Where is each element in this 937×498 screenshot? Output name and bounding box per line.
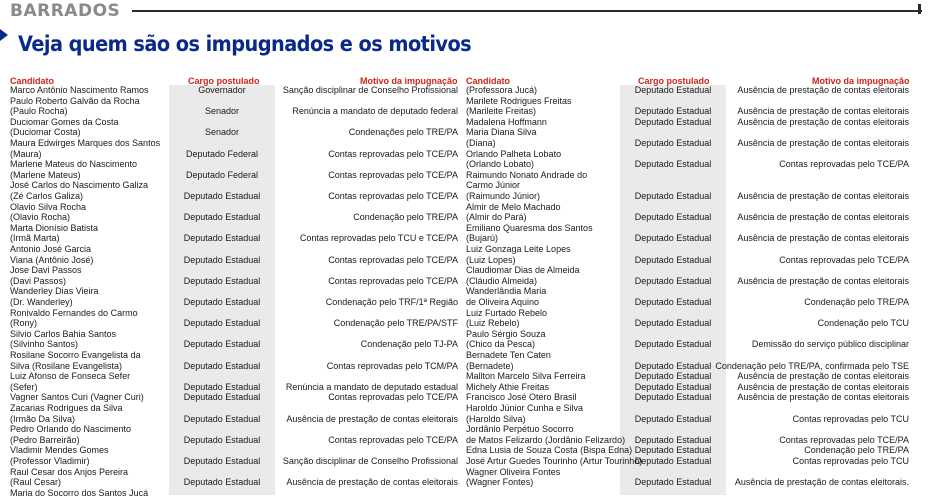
cargo-cell: Deputado Estadual — [183, 318, 261, 329]
arrow-icon — [0, 29, 8, 41]
candidate-name: Olavio Silva Rocha — [10, 201, 87, 212]
candidate-name: (Chico da Pesca) — [466, 339, 536, 350]
cargo-cell: Deputado Estadual — [634, 190, 712, 201]
candidate-name: (Marlene Mateus) — [10, 169, 81, 180]
candidate-name: (Paulo Rocha) — [10, 106, 68, 117]
table-row — [10, 467, 458, 488]
table-row — [466, 149, 909, 170]
candidate-name: (Almir do Pará) — [466, 212, 527, 223]
candidate-name: Wanderley Dias Vieira — [10, 286, 99, 297]
candidate-name: de Oliveira Aquino — [466, 296, 540, 307]
motivo-cell: Ausência de prestação de contas eleitorais — [737, 275, 909, 286]
table-row — [10, 117, 458, 138]
motivo-cell: Contas reprovadas pelo TCE/PA — [328, 148, 458, 159]
candidate-name: Francisco José Otero Brasil — [466, 392, 577, 403]
cargo-cell: Deputado Estadual — [634, 445, 712, 456]
candidate-name: Bernadete Ten Caten — [466, 350, 551, 360]
motivo-cell: Ausência de prestação de contas eleitorais — [737, 190, 909, 201]
cargo-cell: Deputado Estadual — [183, 254, 261, 265]
table-row — [466, 96, 909, 117]
candidate-name: (Raimundo Júnior) — [466, 190, 541, 201]
candidate-name: (Raul Cesar) — [10, 477, 62, 488]
table-row — [466, 445, 909, 456]
table-row — [466, 467, 909, 488]
motivo-cell: Ausência de prestação de contas eleitorais — [737, 106, 909, 117]
table-row — [466, 371, 909, 382]
motivo-cell: Contas reprovadas pelo TCE/PA — [328, 254, 458, 265]
left-header-candidato: Candidato — [10, 76, 54, 86]
motivo-cell: Contas reprovadas pelo TCU — [792, 456, 909, 466]
motivo-cell: Ausência de prestação de contas eleitorais. — [734, 477, 909, 488]
cargo-cell: Deputado Estadual — [634, 137, 712, 148]
cargo-cell: Deputado Estadual — [183, 360, 261, 371]
cargo-cell: Deputado Estadual — [634, 413, 712, 424]
candidate-name: Luiz Afonso de Fonseca Sefer — [10, 371, 131, 382]
table-row — [10, 96, 458, 117]
candidate-name: Wanderlândia Maria — [466, 286, 547, 297]
table-row — [466, 350, 909, 371]
motivo-cell: Condenação pelo TRE/PA, confirmada pelo TSE — [715, 360, 909, 371]
motivo-cell: Contas reprovadas pelo TCU — [792, 413, 909, 424]
candidate-name: Raimundo Nonato Andrade do — [466, 169, 588, 180]
motivo-cell: Condenação pelo TRE/PA — [804, 296, 909, 307]
motivo-cell: Sanção disciplinar de Conselho Profissional — [282, 85, 458, 95]
candidate-name: (Diana) — [466, 137, 496, 148]
candidate-name: Marco Antônio Nascimento Ramos — [10, 85, 149, 95]
table-row — [466, 403, 909, 424]
candidate-name: Jordânio Perpétuo Socorro — [466, 424, 574, 435]
cargo-cell: Governador — [198, 85, 246, 95]
table-row — [466, 265, 909, 286]
left-header-cargo: Cargo postulado — [188, 76, 260, 86]
motivo-cell: Ausência de prestação de contas eleitorais — [737, 392, 909, 403]
candidate-name: Marta Dionísio Batista — [10, 222, 99, 233]
candidate-name: Vladimir Mendes Gomes — [10, 445, 109, 456]
table-row — [10, 371, 458, 392]
table-row — [10, 445, 458, 466]
table-row — [466, 85, 909, 96]
cargo-cell: Deputado Estadual — [634, 254, 712, 265]
cargo-cell: Senador — [204, 127, 240, 138]
table-row — [10, 424, 458, 445]
candidate-name: Carmo Júnior — [466, 180, 521, 191]
table-row — [466, 329, 909, 350]
motivo-cell: Renúncia a mandato de deputado estadual — [285, 381, 458, 392]
candidate-name: Antonio José Garcia — [10, 244, 92, 254]
table-row — [10, 329, 458, 350]
cargo-cell: Deputado Estadual — [183, 296, 261, 307]
cargo-cell: Deputado Estadual — [183, 392, 261, 403]
table-row — [10, 223, 458, 244]
cargo-cell: Deputado Estadual — [183, 275, 261, 286]
cargo-cell: Deputado Estadual — [183, 212, 261, 223]
motivo-cell: Ausência de prestação de contas eleitorais — [286, 413, 458, 424]
candidate-name: Marlene Mateus do Nascimento — [10, 159, 138, 170]
candidate-name: Michely Athie Freitas — [466, 381, 550, 392]
candidate-name: Rosilane Socorro Evangelista da — [10, 350, 141, 360]
candidate-name: (Davi Passos) — [10, 275, 67, 286]
candidate-name: Zacarias Rodrigues da Silva — [10, 403, 123, 413]
cargo-cell: Deputado Estadual — [634, 233, 712, 244]
cargo-cell: Deputado Estadual — [634, 360, 712, 371]
candidate-name: (Sefer) — [10, 381, 38, 392]
motivo-cell: Contas reprovadas pelo TCM/PA — [326, 360, 458, 371]
table-row — [10, 244, 458, 265]
candidate-name: Paulo Roberto Galvão da Rocha — [10, 95, 140, 106]
motivo-cell: Condenação pelo TRF/1ª Região — [325, 296, 458, 307]
cargo-cell: Deputado Estadual — [634, 116, 712, 127]
candidate-name: (Professora Jucá) — [466, 85, 538, 95]
candidate-name: (Wagner Fontes) — [466, 477, 534, 488]
candidate-name: Raul Cesar dos Anjos Pereira — [10, 466, 129, 477]
candidate-name: Silvio Carlos Bahia Santos — [10, 328, 117, 339]
left-header-motivo: Motivo da impugnação — [360, 76, 458, 86]
candidate-name: (Olavio Rocha) — [10, 212, 71, 223]
table-row — [10, 286, 458, 307]
right-header-cargo: Cargo postulado — [638, 76, 710, 86]
candidate-name: (Orlando Lobato) — [466, 159, 535, 170]
candidate-name: (Luiz Rebelo) — [466, 318, 520, 329]
candidate-name: Madalena Hoffmann — [466, 116, 547, 127]
candidate-name: Mallton Marcelo Silva Ferreira — [466, 371, 586, 382]
candidate-name: de Matos Felizardo (Jordânio Felizardo) — [466, 434, 626, 445]
candidate-name: Maura Edwirges Marques dos Santos — [10, 138, 161, 148]
motivo-cell: Condenação pelo TCU — [817, 318, 909, 329]
cargo-cell: Deputado Estadual — [634, 434, 712, 445]
cargo-cell: Deputado Estadual — [183, 339, 261, 350]
table-row — [10, 202, 458, 223]
candidate-name: Luiz Furtado Rebelo — [466, 307, 548, 318]
candidate-name: (Maura) — [10, 148, 42, 159]
motivo-cell: Contas reprovadas pelo TCE/PA — [779, 254, 909, 265]
motivo-cell: Ausência de prestação de contas eleitorais — [286, 477, 458, 488]
motivo-cell: Ausência de prestação de contas eleitorais — [737, 137, 909, 148]
candidate-name: Viana (Antônio José) — [10, 254, 94, 265]
cargo-cell: Deputado Estadual — [634, 381, 712, 392]
cargo-cell: Deputado Estadual — [183, 434, 261, 445]
top-rule-end — [918, 4, 921, 14]
candidate-name: Ronivaldo Fernandes do Carmo — [10, 307, 138, 318]
table-row — [10, 85, 458, 96]
table-row — [10, 350, 458, 371]
page-title: Veja quem são os impugnados e os motivos — [18, 32, 472, 56]
candidate-name: Duciomar Gomes da Costa — [10, 116, 119, 127]
cargo-cell: Deputado Estadual — [634, 318, 712, 329]
candidate-name: Orlando Palheta Lobato — [466, 148, 562, 159]
motivo-cell: Ausência de prestação de contas eleitorais — [737, 116, 909, 127]
cargo-cell: Deputado Estadual — [634, 392, 712, 403]
motivo-cell: Contas reprovadas pelo TCE/PA — [779, 434, 909, 445]
candidate-name: Claudiomar Dias de Almeida — [466, 265, 580, 276]
candidate-name: Almir de Melo Machado — [466, 201, 561, 212]
motivo-cell: Ausência de prestação de contas eleitorais — [737, 371, 909, 382]
table-row — [466, 308, 909, 329]
table-row — [466, 392, 909, 403]
cargo-cell: Deputado Estadual — [183, 455, 261, 466]
candidate-name: (Haroldo Silva) — [466, 413, 526, 424]
motivo-cell: Condenação pelo TRE/PA/STF — [333, 318, 458, 329]
candidate-name: (Dr. Wanderley) — [10, 296, 73, 307]
candidate-name: Vagner Santos Curi (Vagner Curi) — [10, 392, 144, 403]
candidate-name: (Bernadete) — [466, 360, 514, 371]
candidate-name: Paulo Sérgio Souza — [466, 328, 546, 339]
candidate-name: (Silvinho Santos) — [10, 339, 79, 350]
cargo-cell: Deputado Estadual — [634, 371, 712, 382]
table-row — [466, 424, 909, 445]
candidate-name: (Duciomar Costa) — [10, 127, 81, 138]
table-row — [466, 382, 909, 393]
motivo-cell: Renúncia a mandato de deputado federal — [292, 106, 458, 117]
candidate-name: Jose Davi Passos — [10, 265, 82, 276]
cargo-cell: Deputado Estadual — [183, 233, 261, 244]
table-row — [466, 127, 909, 148]
candidate-name: José Carlos do Nascimento Galiza — [10, 180, 149, 191]
cargo-cell: Deputado Estadual — [634, 296, 712, 307]
motivo-cell: Condenações pelo TRE/PA — [348, 127, 458, 138]
candidate-name: (Pedro Barreirão) — [10, 434, 80, 445]
candidate-name: José Artur Guedes Tourinho (Artur Tourinho) — [466, 456, 643, 466]
table-row — [10, 392, 458, 403]
right-header-candidato: Candidato — [466, 76, 510, 86]
table-row — [466, 170, 909, 202]
table-row — [466, 202, 909, 223]
cargo-cell: Senador — [204, 106, 240, 117]
cargo-cell: Deputado Federal — [185, 148, 259, 159]
table-row — [466, 223, 909, 244]
table-row — [10, 403, 458, 424]
motivo-cell: Ausência de prestação de contas eleitorais — [737, 85, 909, 95]
cargo-cell: Deputado Estadual — [183, 477, 261, 488]
candidate-name: (Irmã Marta) — [10, 233, 60, 244]
cargo-cell: Deputado Estadual — [634, 159, 712, 170]
candidate-name: (Zé Carlos Galiza) — [10, 190, 84, 201]
top-rule — [132, 10, 922, 12]
candidate-name: Silva (Rosilane Evangelista) — [10, 360, 123, 371]
candidate-name: (Irmão Da Silva) — [10, 413, 76, 424]
motivo-cell: Contas reprovadas pelo TCU e TCE/PA — [299, 233, 458, 244]
cargo-cell: Deputado Estadual — [183, 190, 261, 201]
table-row — [10, 138, 458, 159]
table-row — [10, 180, 458, 201]
table-row — [10, 488, 458, 498]
table-row — [466, 244, 909, 265]
candidate-name: Luiz Gonzaga Leite Lopes — [466, 244, 571, 254]
candidate-name: (Cláudio Almeida) — [466, 275, 538, 286]
motivo-cell: Condenação pelo TJ-PA — [360, 339, 458, 350]
motivo-cell: Sanção disciplinar de Conselho Profissional — [282, 455, 458, 466]
motivo-cell: Condenação pelo TRE/PA — [353, 212, 458, 223]
candidate-name: Haroldo Júnior Cunha e Silva — [466, 403, 584, 413]
candidate-name: (Marileite Freitas) — [466, 106, 537, 117]
table-row — [10, 265, 458, 286]
candidate-name: Emiliano Quaresma dos Santos — [466, 222, 593, 233]
cargo-cell: Deputado Estadual — [634, 85, 712, 95]
cargo-cell: Deputado Estadual — [634, 275, 712, 286]
table-row — [466, 117, 909, 128]
cargo-cell: Deputado Estadual — [634, 106, 712, 117]
motivo-cell: Ausência de prestação de contas eleitorais — [737, 233, 909, 244]
table-row — [10, 159, 458, 180]
cargo-cell: Deputado Estadual — [634, 477, 712, 488]
table-row — [466, 286, 909, 307]
motivo-cell: Contas reprovadas pelo TCE/PA — [328, 169, 458, 180]
motivo-cell: Contas reprovadas pelo TCE/PA — [779, 159, 909, 170]
motivo-cell: Ausência de prestação de contas eleitorais — [737, 212, 909, 223]
candidate-name: (Rony) — [10, 318, 38, 329]
motivo-cell: Ausência de prestação de contas eleitorais — [737, 381, 909, 392]
candidate-name: (Bujarú) — [466, 233, 499, 244]
candidate-name: (Luiz Lopes) — [466, 254, 516, 265]
cargo-cell: Deputado Estadual — [634, 212, 712, 223]
candidate-name: Pedro Orlando do Nascimento — [10, 424, 132, 435]
section-label: BARRADOS — [10, 1, 121, 21]
cargo-cell: Deputado Estadual — [183, 381, 261, 392]
cargo-cell: Deputado Estadual — [634, 456, 712, 466]
motivo-cell: Contas reprovadas pelo TCE/PA — [328, 434, 458, 445]
candidate-name: Marilete Rodrigues Freitas — [466, 95, 572, 106]
candidate-name: Wagner Oliveira Fontes — [466, 466, 561, 477]
motivo-cell: Contas reprovadas pelo TCE/PA — [328, 275, 458, 286]
motivo-cell: Condenação pelo TRE/PA — [804, 445, 909, 456]
table-row — [466, 456, 909, 467]
cargo-cell: Deputado Federal — [185, 169, 259, 180]
candidate-name: Maria Diana Silva — [466, 127, 537, 138]
cargo-cell: Deputado Estadual — [634, 339, 712, 350]
motivo-cell: Demissão do serviço público disciplinar — [751, 339, 909, 350]
motivo-cell: Contas reprovadas pelo TCE/PA — [328, 392, 458, 403]
candidate-name: (Professor Vladimir) — [10, 455, 90, 466]
candidate-name: Edna Lusia de Souza Costa (Bispa Edna) — [466, 445, 633, 456]
cargo-cell: Deputado Estadual — [183, 413, 261, 424]
candidate-name: Maria do Socorro dos Santos Jucá — [10, 487, 149, 498]
right-header-motivo: Motivo da impugnação — [812, 76, 910, 86]
table-row — [10, 308, 458, 329]
motivo-cell: Contas reprovadas pelo TCE/PA — [328, 190, 458, 201]
